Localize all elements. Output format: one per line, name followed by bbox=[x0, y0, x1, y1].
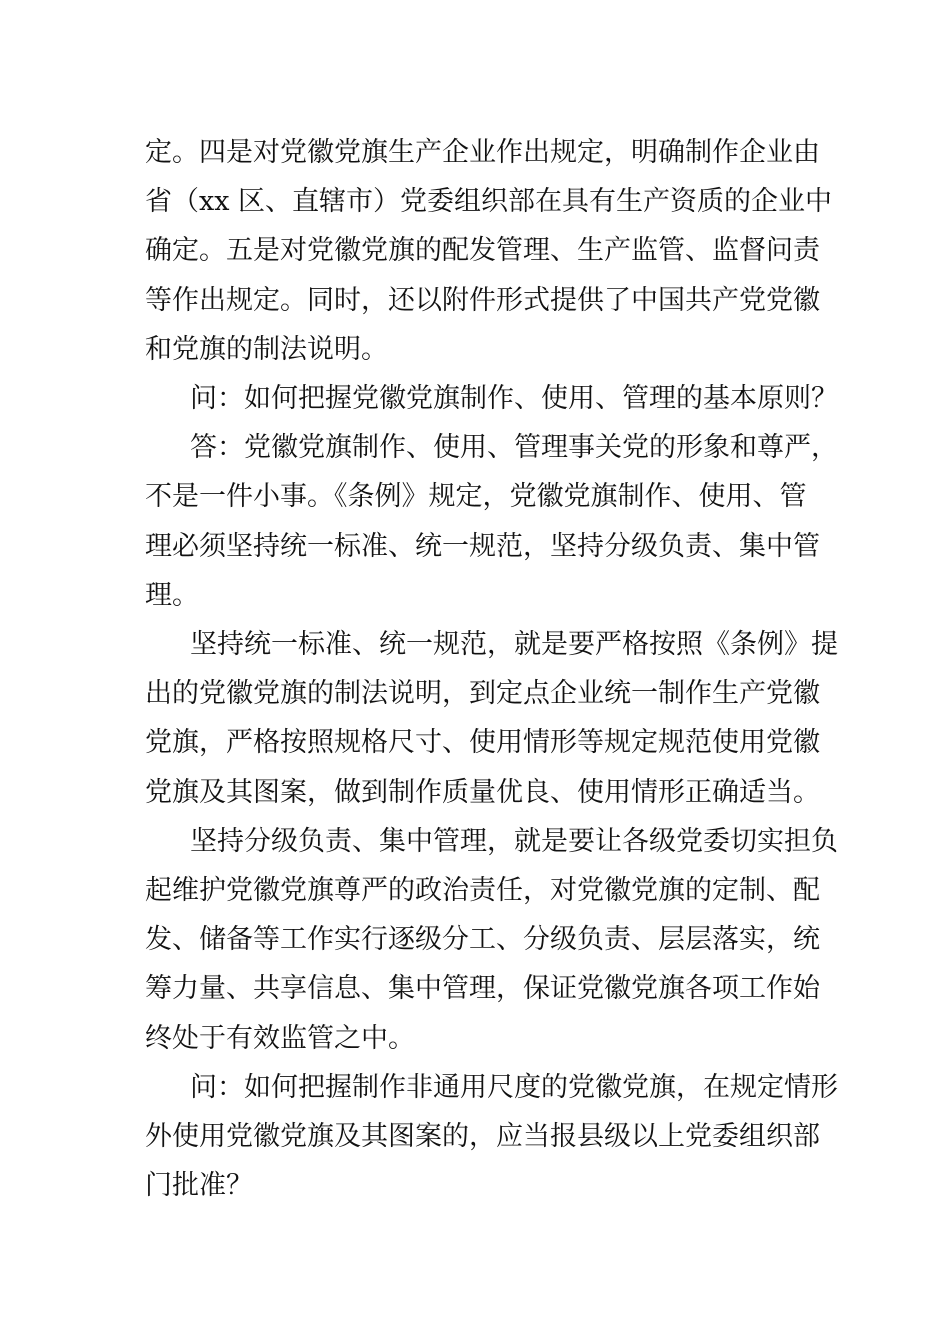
text-line: 省（xx 区、直辖市）党委组织部在具有生产资质的企业中 bbox=[145, 186, 833, 217]
text-line: 出的党徽党旗的制法说明，到定点企业统一制作生产党徽 bbox=[145, 678, 820, 709]
text-line: 理必须坚持统一标准、统一规范，坚持分级负责、集中管 bbox=[145, 531, 820, 562]
text-line: 不是一件小事。《条例》规定，党徽党旗制作、使用、管 bbox=[145, 481, 807, 512]
text-line: 门批准？ bbox=[145, 1170, 253, 1201]
text-line: 定。四是对党徽党旗生产企业作出规定，明确制作企业由 bbox=[145, 137, 820, 168]
text-line: 起维护党徽党旗尊严的政治责任，对党徽党旗的定制、配 bbox=[145, 875, 820, 906]
text-line: 筹力量、共享信息、集中管理，保证党徽党旗各项工作始 bbox=[145, 973, 820, 1004]
text-line: 理。 bbox=[145, 580, 199, 611]
paragraph-start-line: 坚持统一标准、统一规范，就是要严格按照《条例》提 bbox=[190, 629, 838, 660]
question-line: 问：如何把握党徽党旗制作、使用、管理的基本原则？ bbox=[190, 383, 838, 414]
text-line: 外使用党徽党旗及其图案的，应当报县级以上党委组织部 bbox=[145, 1121, 820, 1152]
text-line: 终处于有效监管之中。 bbox=[145, 1023, 415, 1054]
paragraph-start-line: 坚持分级负责、集中管理，就是要让各级党委切实担负 bbox=[190, 826, 838, 857]
text-line: 和党旗的制法说明。 bbox=[145, 334, 388, 365]
text-line: 确定。五是对党徽党旗的配发管理、生产监管、监督问责 bbox=[145, 235, 820, 266]
text-line: 党旗及其图案，做到制作质量优良、使用情形正确适当。 bbox=[145, 777, 820, 808]
text-line: 发、储备等工作实行逐级分工、分级负责、层层落实，统 bbox=[145, 924, 820, 955]
question-line: 问：如何把握制作非通用尺度的党徽党旗，在规定情形 bbox=[190, 1072, 838, 1103]
text-line: 党旗，严格按照规格尺寸、使用情形等规定规范使用党徽 bbox=[145, 727, 820, 758]
answer-line: 答：党徽党旗制作、使用、管理事关党的形象和尊严， bbox=[190, 432, 838, 463]
text-line: 等作出规定。同时，还以附件形式提供了中国共产党党徽 bbox=[145, 285, 820, 316]
